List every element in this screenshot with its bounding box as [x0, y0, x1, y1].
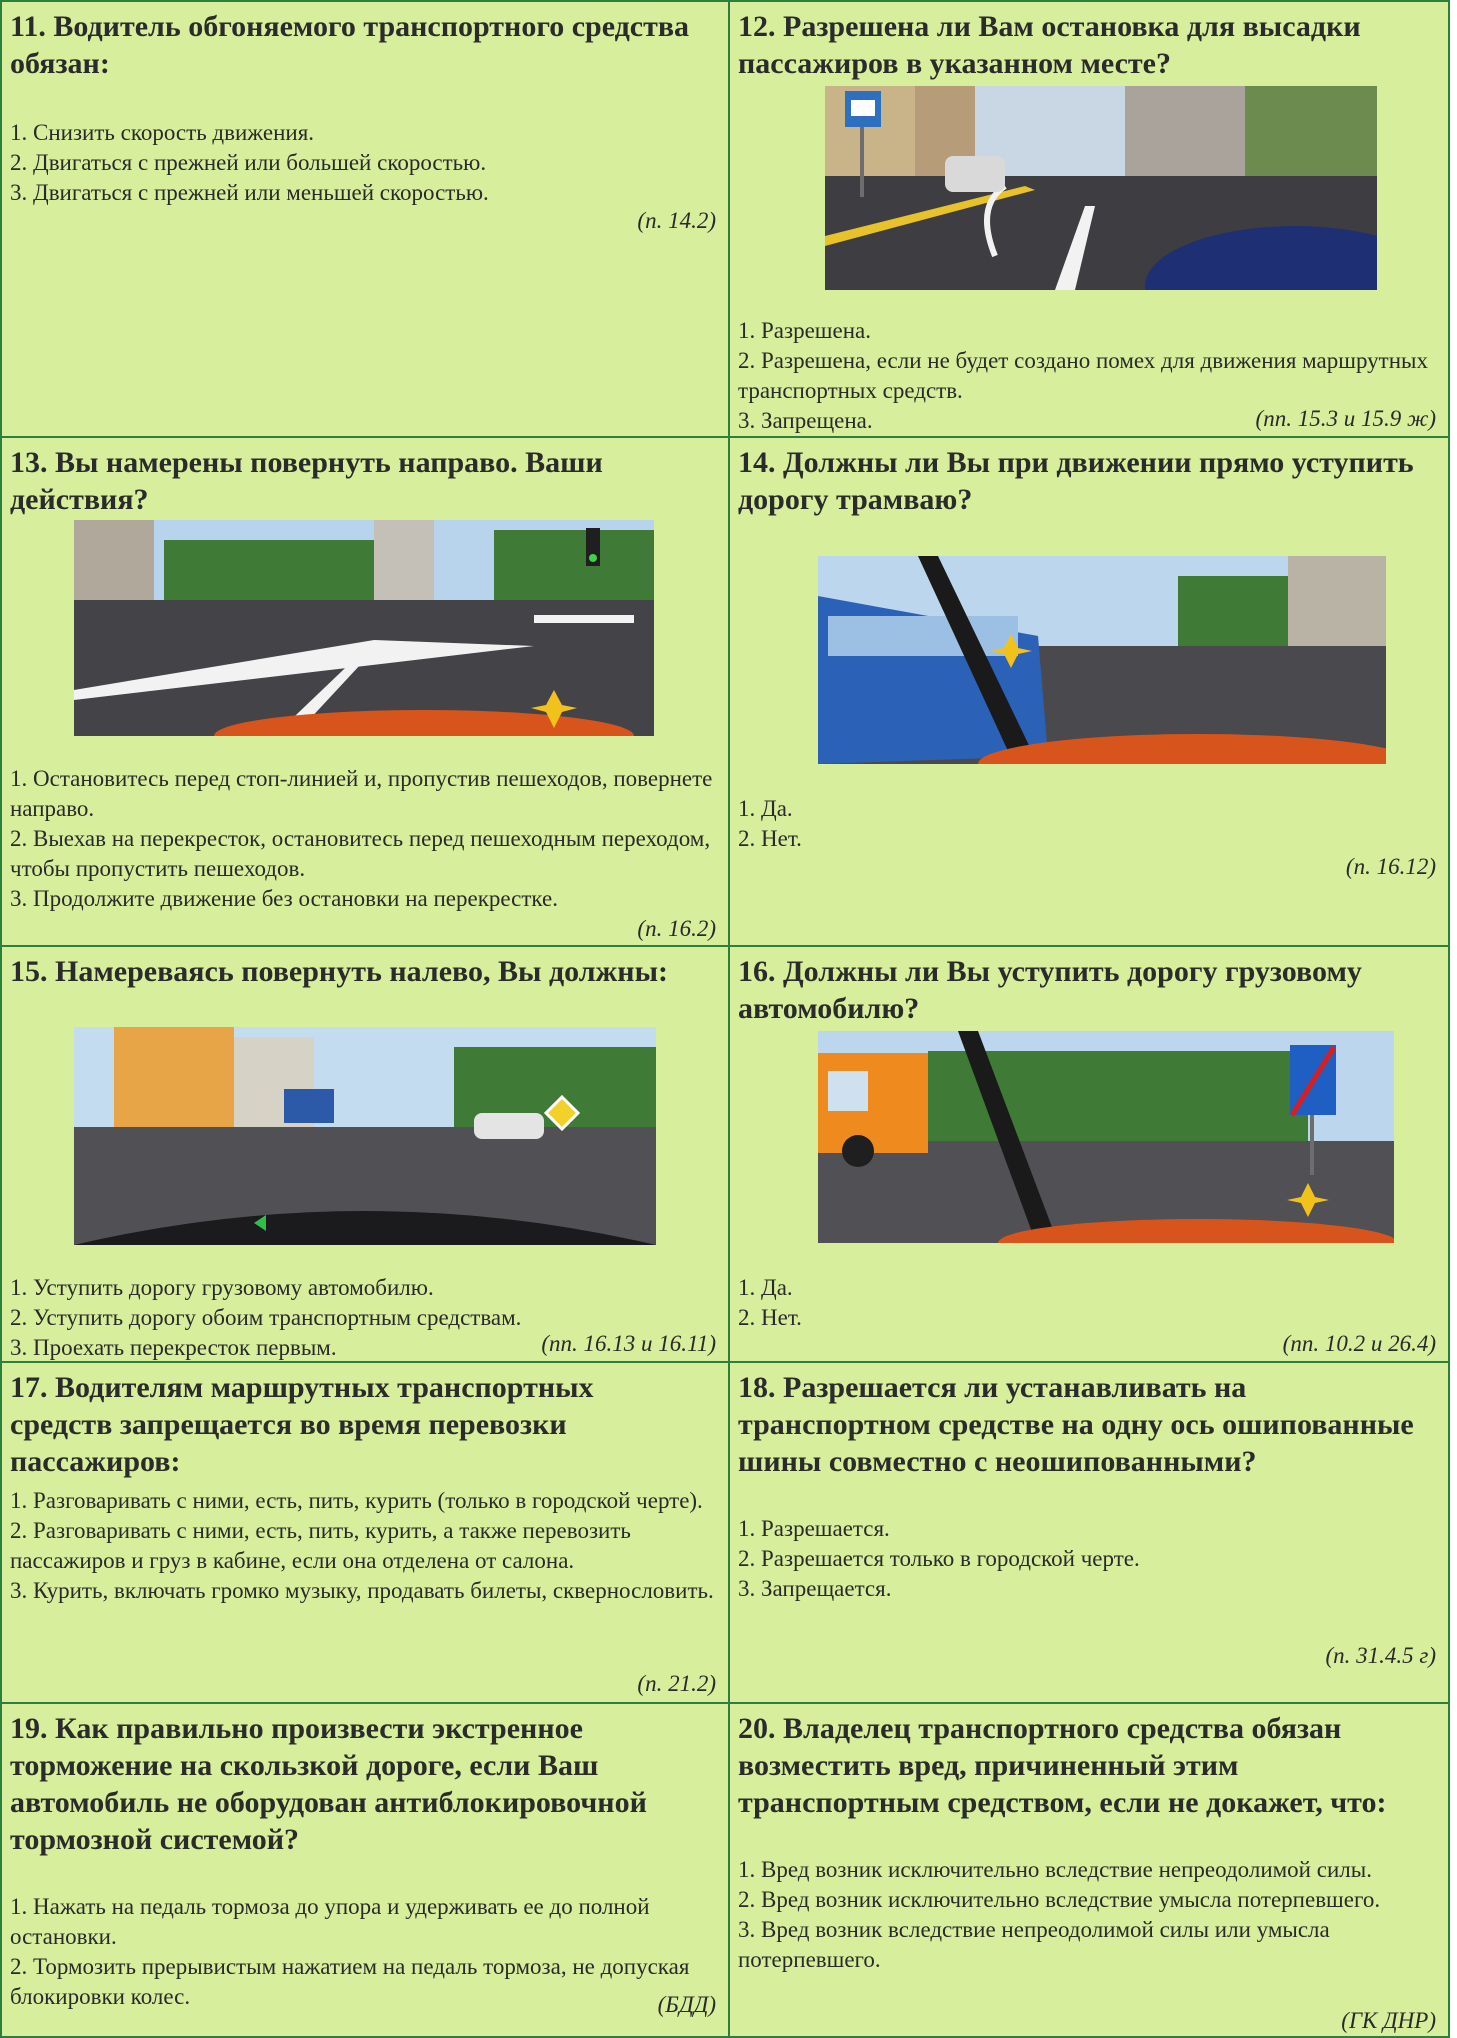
- answer-option[interactable]: 3. Проехать перекресток первым.: [10, 1335, 337, 1360]
- question-card-16: [728, 945, 1450, 1363]
- question-card-12: [728, 0, 1450, 438]
- road-scene-image: [74, 520, 654, 736]
- answer-list: [738, 1273, 1438, 1333]
- road-scene-image: [818, 1031, 1394, 1243]
- rule-reference: (п. 16.12): [1345, 854, 1436, 879]
- answer-option[interactable]: 1. Снизить скорость движения.: [10, 120, 315, 145]
- answer-list: [738, 1855, 1438, 1975]
- answer-option[interactable]: 1. Остановитесь перед стоп-линией и, пропустив пешеходов, повернете направо.: [10, 766, 713, 821]
- question-card-18: [728, 1361, 1450, 1704]
- answer-option[interactable]: 2. Разрешена, если не будет создано помех для движения маршрутных транспортных средств.: [738, 348, 1428, 403]
- answer-option[interactable]: 3. Курить, включать громко музыку, продавать билеты, сквернословить.: [10, 1578, 714, 1603]
- question-card-15: [0, 945, 730, 1363]
- question-title: 14. Должны ли Вы при движении прямо уступить дорогу трамваю?: [738, 446, 1414, 516]
- answer-option[interactable]: 1. Уступить дорогу грузовому автомобилю.: [10, 1275, 434, 1300]
- question-card-11: [0, 0, 730, 438]
- question-title: 16. Должны ли Вы уступить дорогу грузовому автомобилю?: [738, 955, 1362, 1025]
- road-scene-image: [825, 86, 1377, 290]
- answer-option[interactable]: 1. Вред возник исключительно вследствие непреодолимой силы.: [738, 1857, 1372, 1882]
- answer-option[interactable]: 2. Уступить дорогу обоим транспортным средствам.: [10, 1305, 522, 1330]
- rule-reference: (п. 16.2): [637, 916, 716, 941]
- answer-option[interactable]: 1. Разрешается.: [738, 1516, 890, 1541]
- answer-list: [10, 1892, 720, 2012]
- question-card-19: [0, 1702, 730, 2038]
- answer-option[interactable]: 3. Двигаться с прежней или меньшей скоростью.: [10, 180, 489, 205]
- answer-option[interactable]: 1. Да.: [738, 1275, 793, 1300]
- answer-option[interactable]: 2. Выехав на перекресток, остановитесь перед пешеходным переходом, чтобы пропустить пешеходов.: [10, 826, 711, 881]
- answer-option[interactable]: 2. Нет.: [738, 826, 802, 851]
- answer-option[interactable]: 2. Разговаривать с ними, есть, пить, курить, а также перевозить пассажиров и груз в кабине, если она отделена от салона.: [10, 1518, 631, 1573]
- rule-reference: (пп. 15.3 и 15.9 ж): [1255, 406, 1436, 431]
- answer-option[interactable]: 1. Да.: [738, 796, 793, 821]
- answer-list: [738, 1514, 1440, 1604]
- road-scene-image: [74, 1027, 656, 1245]
- question-card-14: [728, 436, 1450, 947]
- question-title: 15. Намереваясь повернуть налево, Вы должны:: [10, 955, 669, 988]
- answer-option[interactable]: 2. Разрешается только в городской черте.: [738, 1546, 1140, 1571]
- question-title: 18. Разрешается ли устанавливать на транспортном средстве на одну ось ошипованные шины совместно с неошипованными?: [738, 1371, 1414, 1478]
- answer-option[interactable]: 2. Нет.: [738, 1305, 802, 1330]
- rule-reference: (пп. 16.13 и 16.11): [541, 1331, 716, 1356]
- rule-reference: (БДД): [657, 1992, 716, 2017]
- rule-reference: (п. 14.2): [637, 208, 716, 233]
- answer-list: [738, 794, 1438, 854]
- answer-option[interactable]: 3. Запрещается.: [738, 1576, 892, 1601]
- question-card-17: [0, 1361, 730, 1704]
- question-title: 11. Водитель обгоняемого транспортного средства обязан:: [10, 10, 690, 80]
- question-card-13: [0, 436, 730, 947]
- rule-reference: (ГК ДНР): [1341, 2008, 1436, 2033]
- answer-option[interactable]: 3. Вред возник вследствие непреодолимой силы или умысла потерпевшего.: [738, 1917, 1330, 1972]
- answer-list: [10, 1486, 720, 1606]
- question-title: 19. Как правильно произвести экстренное торможение на скользкой дороге, если Ваш автомобиль не оборудован антиблокировочной тормозной системой?: [10, 1712, 647, 1856]
- rule-reference: (п. 31.4.5 г): [1325, 1643, 1436, 1668]
- answer-list: [10, 764, 720, 914]
- answer-option[interactable]: 3. Запрещена.: [738, 408, 873, 433]
- question-card-20: [728, 1702, 1450, 2038]
- answer-option[interactable]: 3. Продолжите движение без остановки на перекрестке.: [10, 886, 558, 911]
- answer-option[interactable]: 2. Двигаться с прежней или большей скоростью.: [10, 150, 487, 175]
- answer-option[interactable]: 1. Разговаривать с ними, есть, пить, курить (только в городской черте).: [10, 1488, 703, 1513]
- answer-option[interactable]: 1. Нажать на педаль тормоза до упора и удерживать ее до полной остановки.: [10, 1894, 650, 1949]
- question-title: 20. Владелец транспортного средства обязан возместить вред, причиненный этим транспортным средством, если не докажет, что:: [738, 1712, 1387, 1819]
- question-title: 17. Водителям маршрутных транспортных средств запрещается во время перевозки пассажиров:: [10, 1371, 594, 1478]
- answer-option[interactable]: 2. Вред возник исключительно вследствие умысла потерпевшего.: [738, 1887, 1381, 1912]
- answer-list: [10, 118, 720, 208]
- rule-reference: (пп. 10.2 и 26.4): [1282, 1331, 1436, 1356]
- question-title: 12. Разрешена ли Вам остановка для высадки пассажиров в указанном месте?: [738, 10, 1361, 80]
- question-title: 13. Вы намерены повернуть направо. Ваши действия?: [10, 446, 603, 516]
- answer-option[interactable]: 2. Тормозить прерывистым нажатием на педаль тормоза, не допуская блокировки колес.: [10, 1954, 690, 2009]
- rule-reference: (п. 21.2): [637, 1671, 716, 1696]
- answer-option[interactable]: 1. Разрешена.: [738, 318, 871, 343]
- road-scene-image: [818, 556, 1386, 764]
